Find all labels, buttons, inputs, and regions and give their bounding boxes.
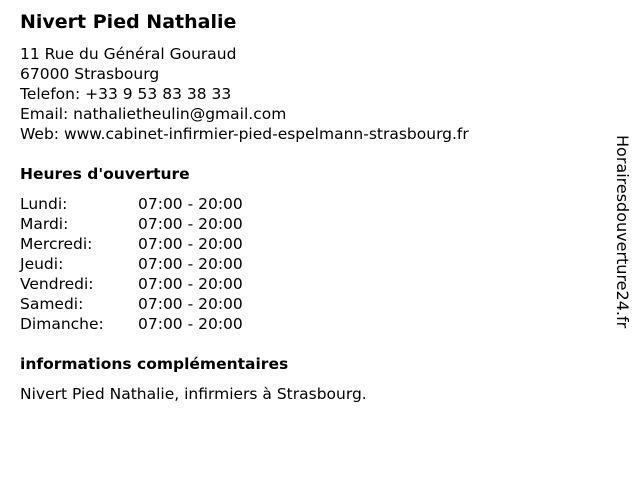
email-address: Email: nathalietheulin@gmail.com xyxy=(20,105,287,123)
opening-hours-heading: Heures d'ouverture xyxy=(20,165,190,183)
day-label: Mercredi: xyxy=(20,235,93,253)
time-range: 07:00 - 20:00 xyxy=(138,275,243,293)
watermark-text: Horairesdouverture24.fr xyxy=(613,135,632,329)
additional-info-heading: informations complémentaires xyxy=(20,355,289,373)
time-range: 07:00 - 20:00 xyxy=(138,235,243,253)
day-label: Vendredi: xyxy=(20,275,94,293)
day-label: Dimanche: xyxy=(20,315,104,333)
hours-row-wednesday xyxy=(20,234,280,254)
day-label: Jeudi: xyxy=(20,255,64,273)
business-name: Nivert Pied Nathalie xyxy=(20,11,237,33)
hours-row-sunday xyxy=(20,314,280,334)
hours-row-tuesday xyxy=(20,214,280,234)
business-description: Nivert Pied Nathalie, infirmiers à Strasbourg. xyxy=(20,385,367,403)
time-range: 07:00 - 20:00 xyxy=(138,195,243,213)
day-label: Mardi: xyxy=(20,215,69,233)
time-range: 07:00 - 20:00 xyxy=(138,315,243,333)
time-range: 07:00 - 20:00 xyxy=(138,255,243,273)
day-label: Samedi: xyxy=(20,295,84,313)
opening-hours-table xyxy=(20,194,280,334)
time-range: 07:00 - 20:00 xyxy=(138,215,243,233)
day-label: Lundi: xyxy=(20,195,68,213)
phone-number: Telefon: +33 9 53 83 38 33 xyxy=(20,85,232,103)
hours-row-friday xyxy=(20,274,280,294)
street-address: 11 Rue du Général Gouraud xyxy=(20,45,237,63)
city-address: 67000 Strasbourg xyxy=(20,65,160,83)
site-watermark xyxy=(612,135,632,375)
hours-row-saturday xyxy=(20,294,280,314)
time-range: 07:00 - 20:00 xyxy=(138,295,243,313)
hours-row-monday xyxy=(20,194,280,214)
hours-row-thursday xyxy=(20,254,280,274)
contact-block xyxy=(20,44,469,144)
website-url: Web: www.cabinet-infirmier-pied-espelmann-strasbourg.fr xyxy=(20,125,469,143)
